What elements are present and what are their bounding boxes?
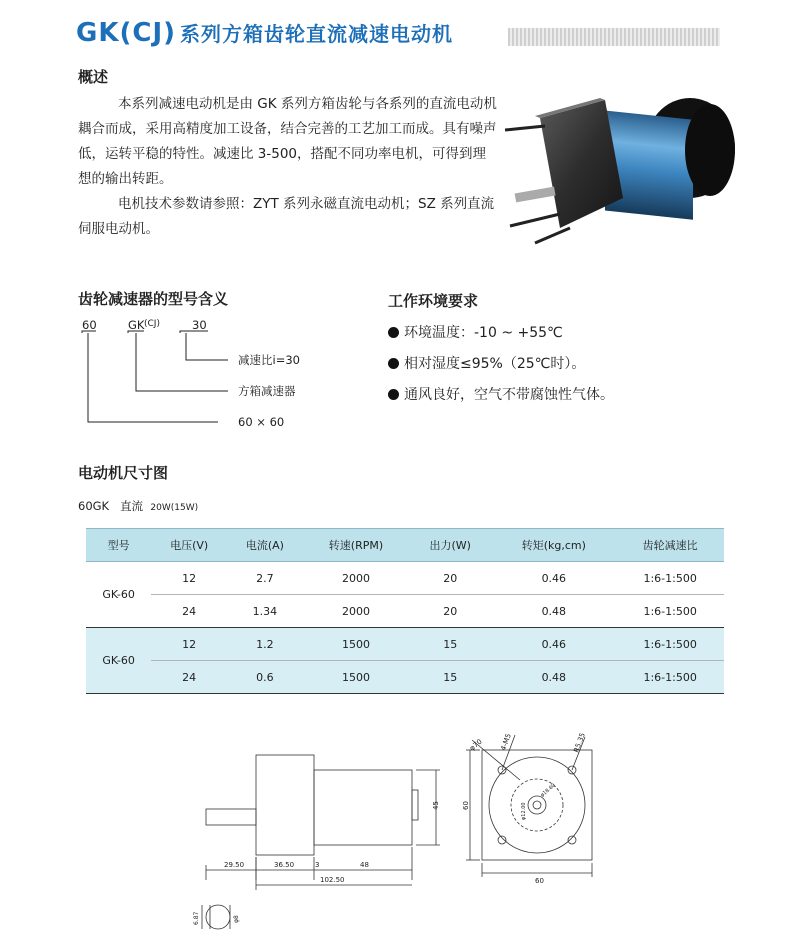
intro-heading-text: 概述 [78, 68, 109, 86]
table-header-row [86, 529, 724, 562]
dim-hub: φ12.00 [521, 802, 527, 820]
code-label-1: 60 × 60 [238, 415, 285, 429]
cell: 1500 [303, 661, 409, 694]
th-output: 出力(W) [409, 529, 491, 562]
dim-shaft2: φ8 [233, 915, 240, 923]
table-row [86, 595, 724, 628]
dim-d6: 45 [432, 801, 440, 810]
th-ratio: 齿轮减速比 [616, 529, 724, 562]
env-item [388, 384, 768, 404]
cell: 15 [409, 628, 491, 661]
environment-heading: 工作环境要求 [388, 292, 479, 310]
env-item [388, 353, 768, 373]
intro-paragraph-1: 本系列减速电动机是由 GK 系列方箱齿轮与各系列的直流电动机耦合而成，采用高精度加工设备，结合完善的工艺加工而成。具有噪声低，运转平稳的特性。减速比 3-500，搭配不同功率电机，可得到理想的输出转距。 [78, 96, 497, 187]
cell: 2000 [303, 595, 409, 628]
code-part-2-suffix: (CJ) [144, 319, 160, 329]
bullet-icon [388, 389, 399, 400]
page-title [76, 18, 453, 48]
bullet-icon [388, 327, 399, 338]
motor-type: 直流 [120, 499, 144, 513]
env-item [388, 322, 768, 342]
dim-front-w: 60 [535, 877, 544, 885]
dim-hole: 4-M5 [499, 732, 513, 752]
th-voltage: 电压(V) [151, 529, 227, 562]
env-item-text: 环境温度：-10 ~ +55℃ [404, 325, 563, 341]
dimensions-heading [78, 462, 168, 483]
table-row [86, 661, 724, 694]
dim-d5: 102.50 [320, 876, 345, 884]
motor-spec-label [78, 498, 198, 514]
bullet-icon [388, 358, 399, 369]
intro-heading [78, 66, 108, 87]
cell: 1.34 [227, 595, 303, 628]
motor-photo [505, 78, 745, 253]
cell: 15 [409, 661, 491, 694]
th-torque: 转矩(kg,cm) [491, 529, 616, 562]
code-part-3: 30 [192, 318, 207, 332]
dimensions-heading-text: 电动机尺寸图 [78, 464, 169, 482]
side-shaft [206, 809, 256, 825]
cell: 12 [151, 562, 227, 595]
code-label-3: 减速比i=30 [238, 353, 300, 367]
cell: 2.7 [227, 562, 303, 595]
cell: 0.48 [491, 661, 616, 694]
dim-front-h: 60 [462, 801, 470, 810]
cell: 20 [409, 562, 491, 595]
cell: 24 [151, 595, 227, 628]
cell: 0.6 [227, 661, 303, 694]
cell-model: GK-60 [86, 562, 151, 628]
model-code-heading-text: 齿轮减速器的型号含义 [78, 290, 229, 308]
motor-model: 60GK [78, 499, 110, 513]
cell: 24 [151, 661, 227, 694]
env-item-text: 通风良好，空气不带腐蚀性气体。 [404, 387, 614, 403]
cell: 20 [409, 595, 491, 628]
cell: 1:6-1:500 [616, 595, 724, 628]
code-part-2: GK [128, 318, 145, 332]
table-row [86, 628, 724, 661]
th-model: 型号 [86, 529, 151, 562]
model-code-heading [78, 288, 228, 309]
code-part-1: 60 [82, 318, 97, 332]
dim-pcd: R5.35 [572, 731, 587, 754]
intro-paragraph-2: 电机技术参数请参照：ZYT 系列永磁直流电动机；SZ 系列直流伺服电动机。 [78, 196, 495, 237]
cell: 2000 [303, 562, 409, 595]
env-item-text: 相对湿度≤95%（25℃时）。 [404, 356, 586, 372]
th-current: 电流(A) [227, 529, 303, 562]
side-gearbox [256, 755, 314, 855]
code-lines [78, 318, 378, 438]
model-code-diagram [78, 318, 378, 438]
motor-power: 20W(15W) [150, 503, 199, 513]
cell: 1:6-1:500 [616, 628, 724, 661]
cell-model: GK-60 [86, 628, 151, 694]
dim-hole-dia: φ70 [468, 737, 484, 753]
title-main: GK(CJ) [76, 18, 177, 48]
cell: 1.2 [227, 628, 303, 661]
cell: 0.46 [491, 628, 616, 661]
th-speed: 转速(RPM) [303, 529, 409, 562]
environment-section [388, 290, 768, 404]
dim-d3: 3 [315, 861, 320, 869]
dimension-drawings [180, 725, 640, 945]
dim-boss: φ18.60 [539, 782, 557, 799]
title-decor-bar [508, 28, 720, 46]
dim-d4: 48 [360, 861, 369, 869]
dim-shaft1: 6.87 [193, 911, 200, 925]
cell: 1:6-1:500 [616, 562, 724, 595]
cell: 1500 [303, 628, 409, 661]
dim-d2: 36.50 [274, 861, 295, 869]
title-sub: 系列方箱齿轮直流减速电动机 [180, 22, 454, 46]
cell: 0.46 [491, 562, 616, 595]
front-square [482, 750, 592, 860]
table-row [86, 562, 724, 595]
side-motor [314, 770, 412, 845]
code-label-2: 方箱减速器 [238, 384, 296, 398]
cell: 1:6-1:500 [616, 661, 724, 694]
dim-d1: 29.50 [224, 861, 245, 869]
cell: 12 [151, 628, 227, 661]
spec-table [86, 528, 724, 694]
cell: 0.48 [491, 595, 616, 628]
intro-text [78, 92, 498, 242]
